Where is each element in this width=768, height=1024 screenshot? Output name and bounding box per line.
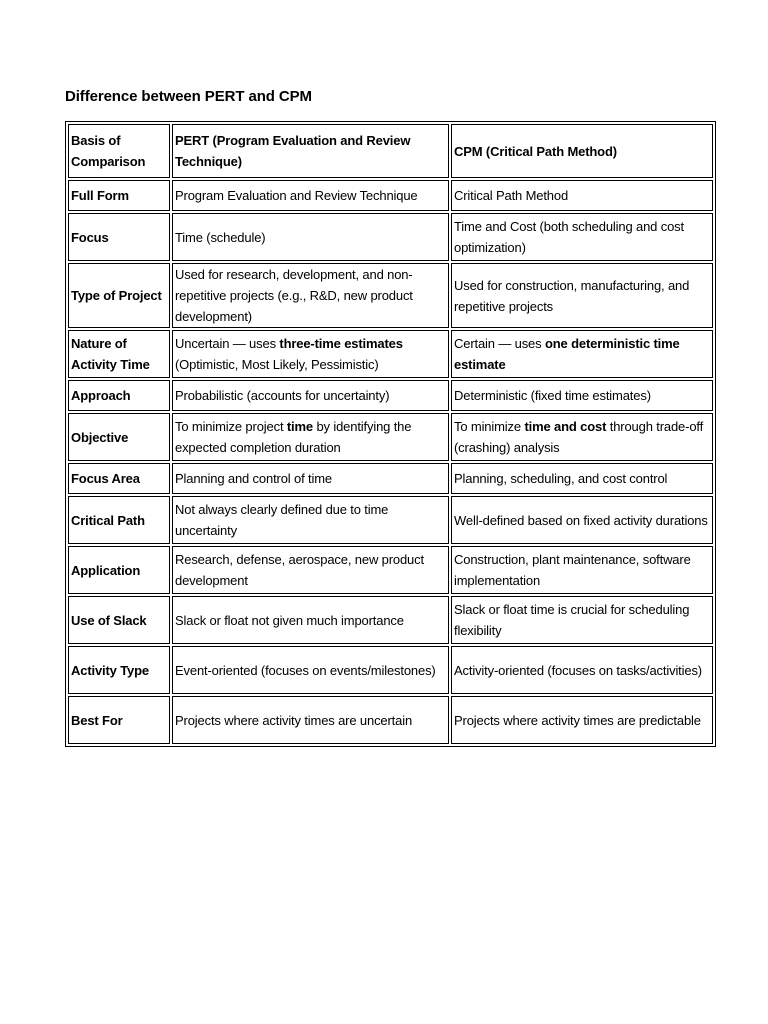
emphasis-text: one deterministic time estimate	[454, 336, 680, 372]
cell-text: To minimize project	[175, 419, 287, 434]
cell-text: Well-defined based on fixed activity durations	[454, 512, 708, 528]
cell-text: Certain — uses	[454, 336, 545, 351]
table-row	[68, 463, 713, 494]
row-basis: Use of Slack	[68, 596, 170, 644]
row-cpm	[451, 463, 713, 494]
cell-text: Used for research, development, and non-repetitive projects (e.g., R&D, new product development)	[175, 267, 413, 324]
cell-text: Construction, plant maintenance, software implementation	[454, 552, 691, 588]
cell-text: Uncertain — uses	[175, 336, 280, 351]
table-header-row	[68, 124, 713, 178]
row-basis: Focus	[68, 213, 170, 261]
table-row	[68, 496, 713, 544]
cell-text: Planning, scheduling, and cost control	[454, 471, 668, 486]
header-cpm: CPM (Critical Path Method)	[451, 124, 713, 178]
row-pert	[172, 596, 449, 644]
row-cpm	[451, 546, 713, 594]
cell-text: Slack or float not given much importance	[175, 612, 404, 628]
cell-text: Time (schedule)	[175, 229, 266, 245]
cell-text: Used for construction, manufacturing, and repetitive projects	[454, 277, 690, 314]
row-basis: Application	[68, 546, 170, 594]
row-basis: Type of Project	[68, 263, 170, 328]
table-row	[68, 546, 713, 594]
row-pert	[172, 263, 449, 328]
cell-text: Planning and control of time	[175, 471, 332, 486]
row-pert	[172, 496, 449, 544]
row-pert	[172, 696, 449, 744]
row-cpm	[451, 646, 713, 694]
row-pert	[172, 463, 449, 494]
cell-text: Activity-oriented (focuses on tasks/activities)	[454, 662, 702, 678]
table-row	[68, 596, 713, 644]
row-cpm	[451, 496, 713, 544]
cell-text: Time and Cost (both scheduling and cost optimization)	[454, 219, 684, 255]
row-pert	[172, 180, 449, 211]
row-basis: Approach	[68, 380, 170, 411]
row-basis: Best For	[68, 696, 170, 744]
comparison-table	[65, 121, 716, 747]
cell-text: Program Evaluation and Review Technique	[175, 188, 418, 203]
table-row	[68, 696, 713, 744]
row-basis: Focus Area	[68, 463, 170, 494]
table-row	[68, 213, 713, 261]
cell-text: Probabilistic (accounts for uncertainty)	[175, 388, 390, 403]
row-basis: Full Form	[68, 180, 170, 211]
table-row	[68, 330, 713, 378]
cell-text: through trade-off (crashing) analysis	[454, 419, 704, 455]
row-basis: Objective	[68, 413, 170, 461]
table-row	[68, 380, 713, 411]
emphasis-text: time and cost	[524, 419, 607, 434]
cell-text: Projects where activity times are predictable	[454, 712, 701, 728]
table-row	[68, 413, 713, 461]
row-cpm	[451, 330, 713, 378]
cell-text: (Optimistic, Most Likely, Pessimistic)	[175, 357, 379, 372]
cell-text: Projects where activity times are uncertain	[175, 712, 413, 728]
row-basis: Activity Type	[68, 646, 170, 694]
header-basis: Basis of Comparison	[68, 124, 170, 178]
row-cpm	[451, 213, 713, 261]
table-row	[68, 180, 713, 211]
row-basis: Critical Path	[68, 496, 170, 544]
row-pert	[172, 213, 449, 261]
cell-text: by identifying the expected completion duration	[175, 419, 412, 455]
page-title: Difference between PERT and CPM	[65, 88, 312, 105]
row-pert	[172, 646, 449, 694]
cell-text: To minimize	[454, 419, 525, 434]
row-cpm	[451, 263, 713, 328]
cell-text: Slack or float time is crucial for scheduling flexibility	[454, 602, 690, 638]
row-cpm	[451, 180, 713, 211]
emphasis-text: time	[286, 419, 314, 434]
row-cpm	[451, 596, 713, 644]
table-row	[68, 646, 713, 694]
emphasis-text: three-time estimates	[279, 336, 403, 351]
cell-text: Research, defense, aerospace, new product development	[175, 552, 424, 588]
row-cpm	[451, 696, 713, 744]
row-pert	[172, 546, 449, 594]
header-pert: PERT (Program Evaluation and Review Technique)	[172, 124, 449, 178]
row-cpm	[451, 380, 713, 411]
cell-text: Deterministic (fixed time estimates)	[454, 388, 651, 403]
cell-text: Critical Path Method	[454, 188, 569, 203]
cell-text: Event-oriented (focuses on events/milestones)	[175, 662, 436, 678]
row-pert	[172, 330, 449, 378]
row-basis: Nature of Activity Time	[68, 330, 170, 378]
row-pert	[172, 380, 449, 411]
table-row	[68, 263, 713, 328]
row-cpm	[451, 413, 713, 461]
cell-text: Not always clearly defined due to time uncertainty	[175, 502, 389, 538]
row-pert	[172, 413, 449, 461]
